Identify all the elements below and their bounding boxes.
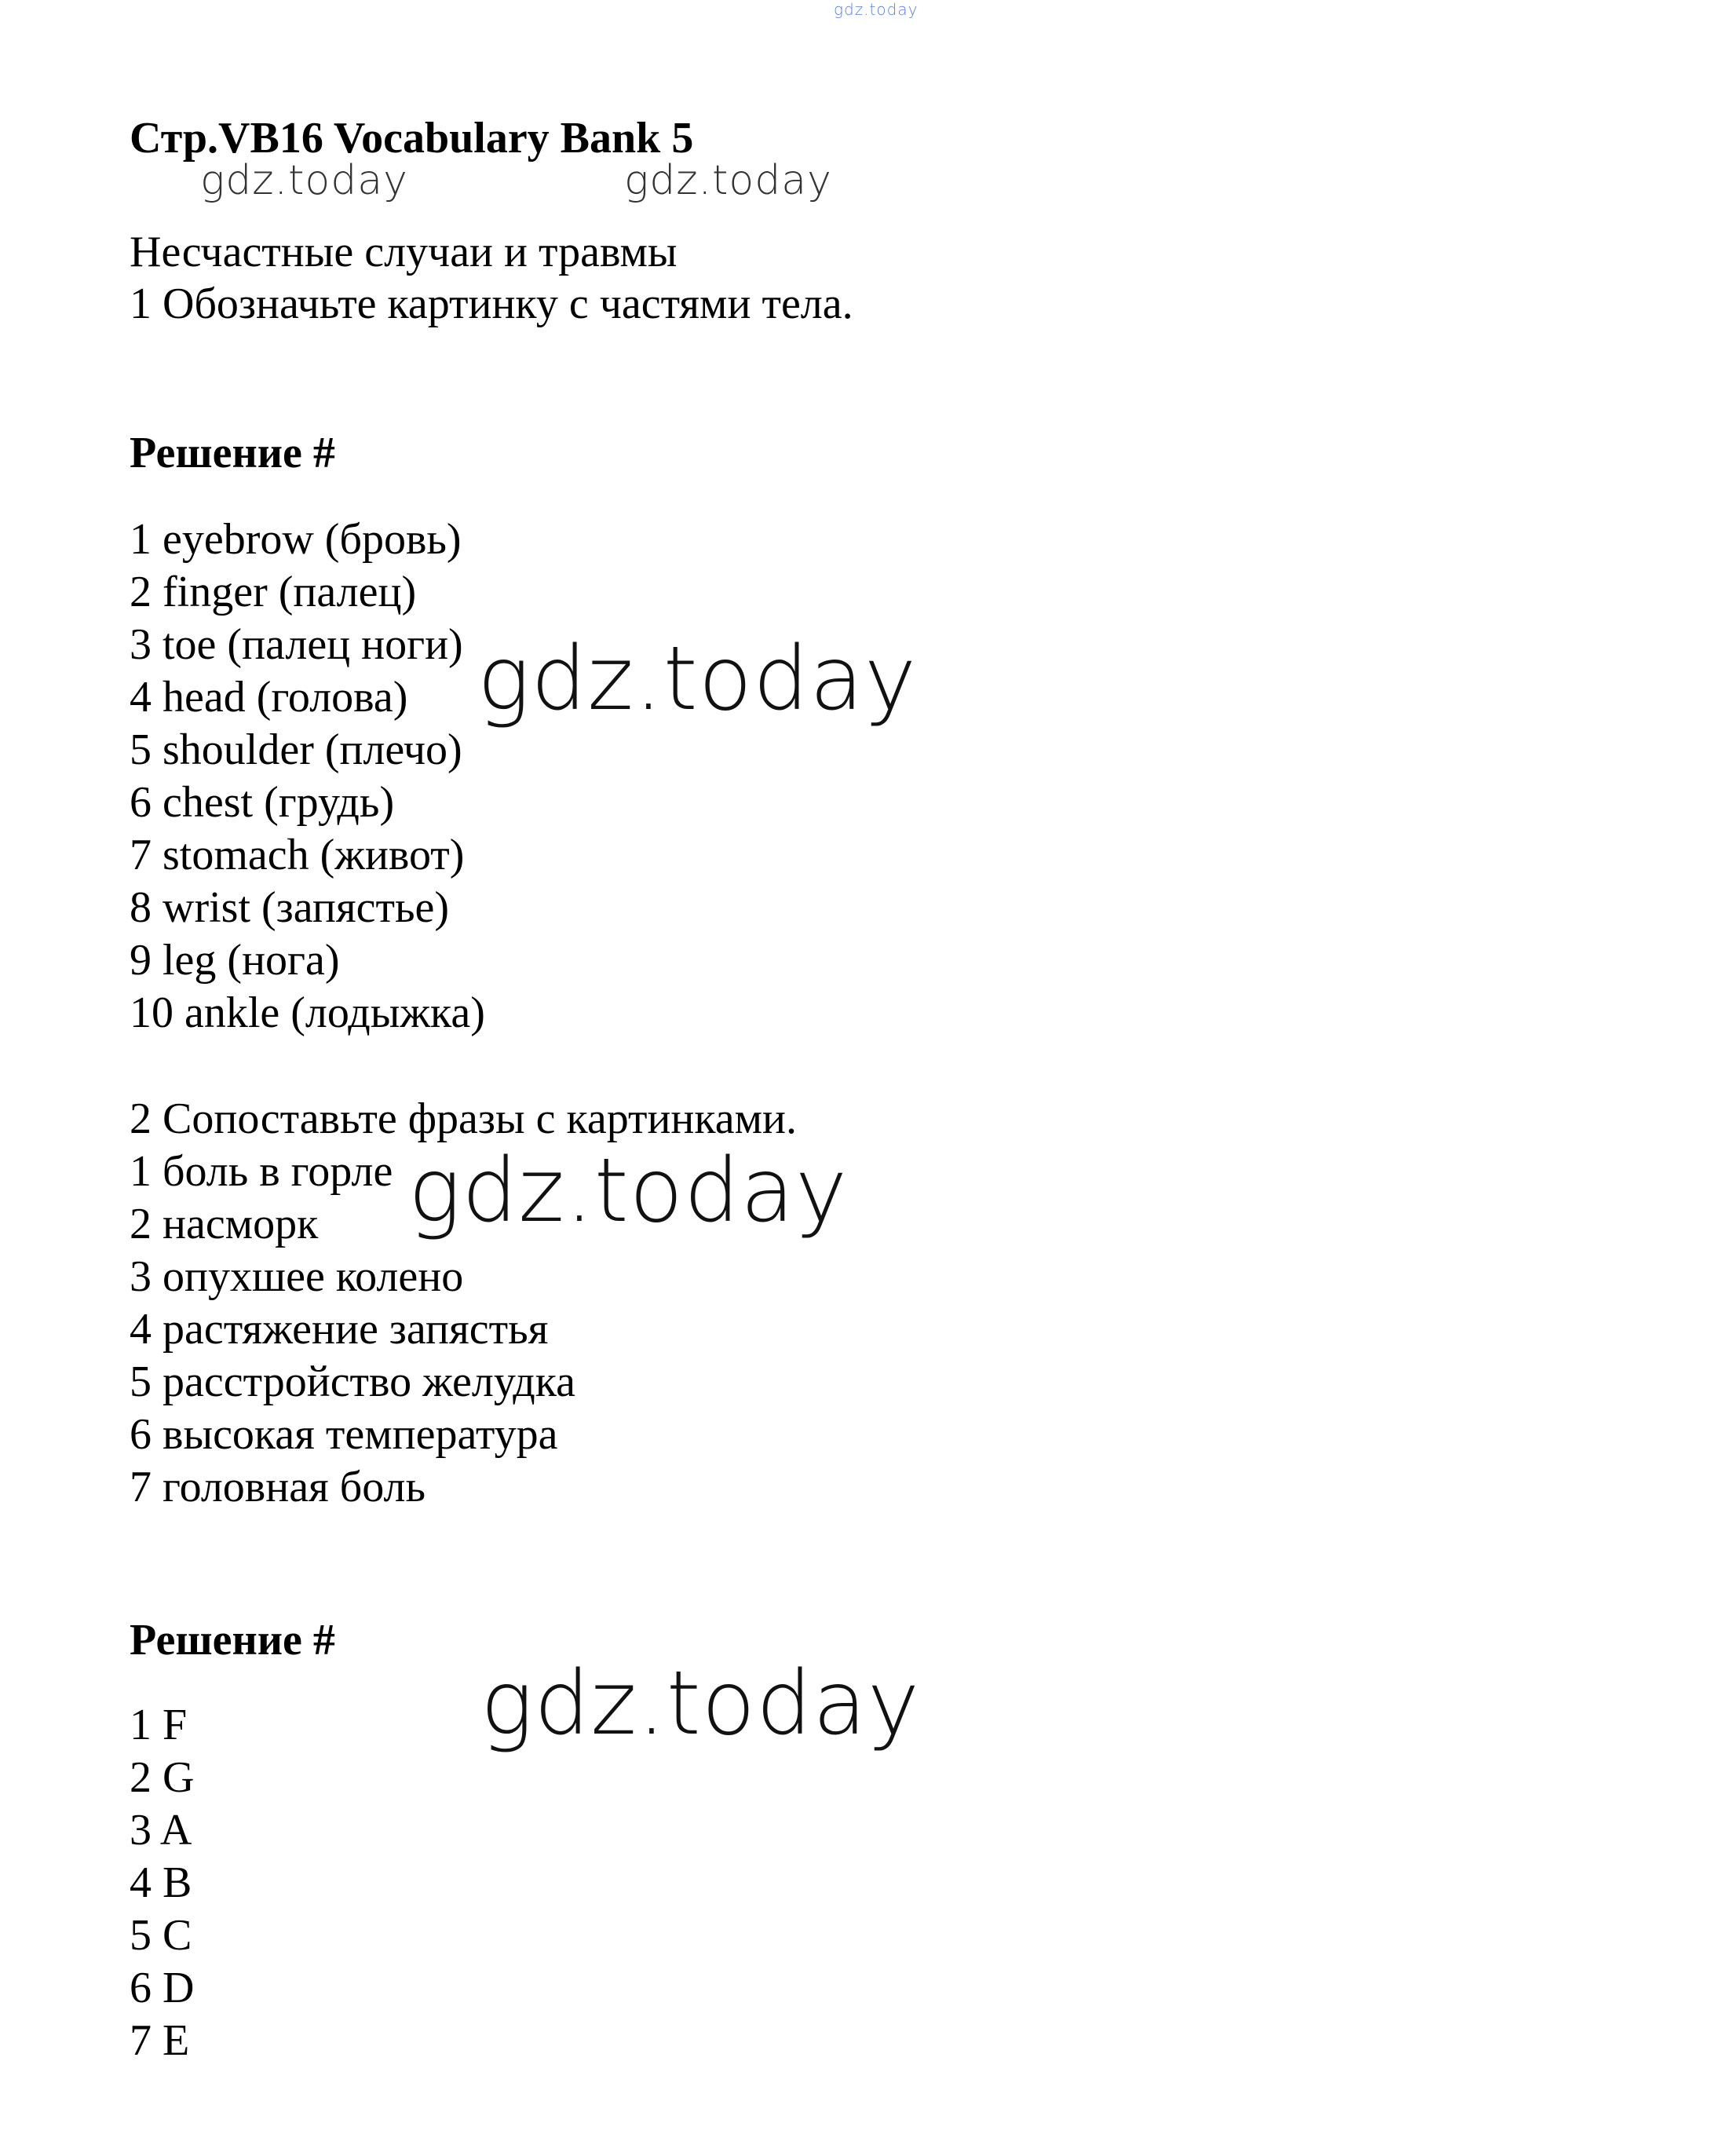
- solution-label-1: Решение #: [130, 429, 335, 477]
- phrase-item: 6 высокая температура: [130, 1410, 558, 1459]
- phrase-item: 3 опухшее колено: [130, 1252, 464, 1301]
- answer-1-item: 4 head (голова): [130, 673, 408, 722]
- answer-1-item: 9 leg (нога): [130, 936, 340, 985]
- answer-1-item: 1 eyebrow (бровь): [130, 515, 462, 564]
- answer-2-item: 5 C: [130, 1911, 192, 1960]
- answer-1-item: 5 shoulder (плечо): [130, 725, 462, 774]
- watermark-top: gdz.today: [834, 0, 919, 19]
- phrase-item: 2 насморк: [130, 1200, 319, 1248]
- answer-1-item: 3 toe (палец ноги): [130, 620, 463, 669]
- answer-2-item: 4 B: [130, 1858, 192, 1907]
- watermark-small-right: gdz.today: [624, 157, 832, 204]
- answer-2-item: 7 E: [130, 2016, 190, 2065]
- page-heading: Стр.VB16 Vocabulary Bank 5: [130, 114, 694, 163]
- watermark-large-3: gdz.today: [480, 1653, 921, 1755]
- answer-1-item: 10 ankle (лодыжка): [130, 988, 485, 1037]
- phrase-item: 4 растяжение запястья: [130, 1305, 549, 1354]
- answer-1-item: 8 wrist (запястье): [130, 883, 449, 932]
- watermark-small-left: gdz.today: [200, 157, 408, 204]
- section-title: Несчастные случаи и травмы: [130, 228, 678, 276]
- answer-2-item: 3 A: [130, 1806, 192, 1855]
- answer-2-item: 1 F: [130, 1701, 188, 1749]
- watermark-large-2: gdz.today: [408, 1140, 849, 1242]
- phrase-item: 7 головная боль: [130, 1463, 426, 1511]
- solution-label-2: Решение #: [130, 1616, 335, 1665]
- task-2-instruction: 2 Сопоставьте фразы с картинками.: [130, 1094, 798, 1143]
- answer-1-item: 7 stomach (живот): [130, 831, 465, 879]
- watermark-large-1: gdz.today: [477, 628, 918, 730]
- phrase-item: 1 боль в горле: [130, 1147, 393, 1196]
- phrase-item: 5 расстройство желудка: [130, 1358, 576, 1406]
- answer-1-item: 6 chest (грудь): [130, 778, 395, 827]
- answer-2-item: 2 G: [130, 1753, 195, 1802]
- task-1-instruction: 1 Обозначьте картинку с частями тела.: [130, 280, 853, 328]
- answer-2-item: 6 D: [130, 1964, 195, 2012]
- answer-1-item: 2 finger (палец): [130, 568, 417, 616]
